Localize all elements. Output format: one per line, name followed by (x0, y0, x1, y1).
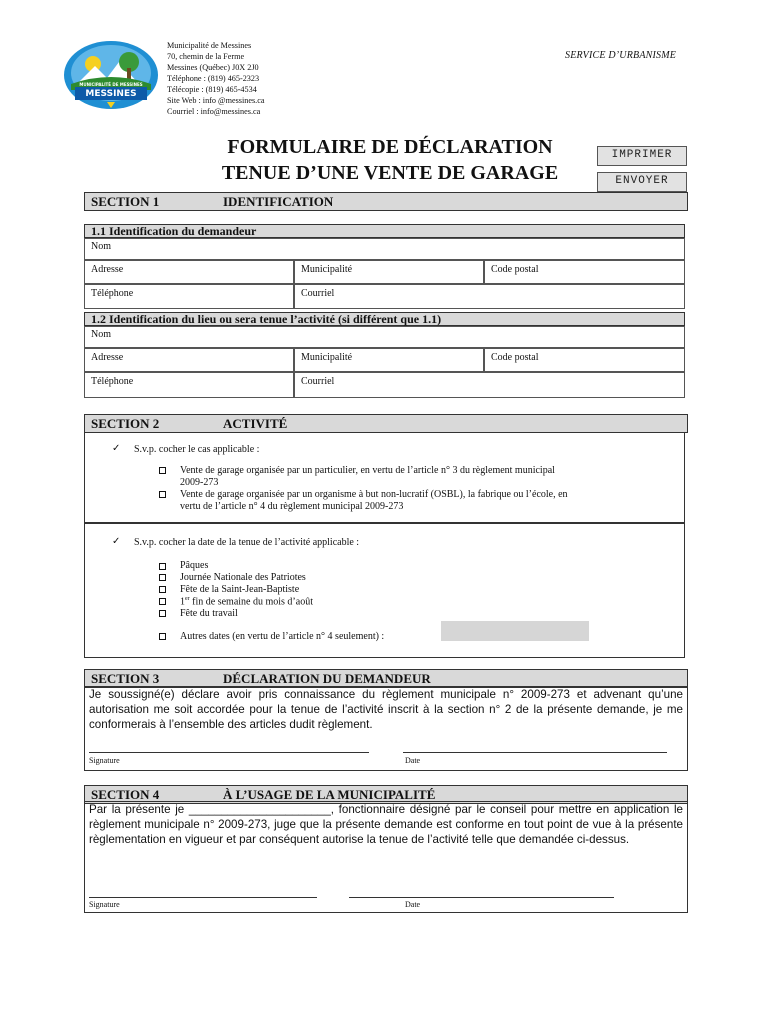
location-name-field[interactable] (84, 326, 685, 348)
date-august-ordinal-suffix: er (185, 596, 190, 602)
official-signature-label: Signature (89, 900, 120, 909)
field-label: Municipalité (301, 264, 353, 275)
contact-line: Téléphone : (819) 465-2323 (167, 74, 260, 83)
date-st-jean-checkbox[interactable] (159, 586, 166, 593)
date-august-label (180, 596, 313, 607)
requester-municipality-field[interactable] (294, 260, 484, 284)
other-dates-input[interactable] (441, 621, 589, 641)
date-labour-checkbox[interactable] (159, 610, 166, 617)
logo-text: MUNICIPALITÉ DE MESSINES (79, 82, 143, 87)
field-label: Nom (91, 241, 111, 252)
approval-text (89, 802, 683, 847)
official-date-line[interactable] (349, 897, 614, 898)
field-label: Courriel (301, 288, 335, 299)
municipality-contact (167, 40, 264, 117)
section1-header (84, 192, 688, 211)
check-mark-icon: ✓ (112, 443, 121, 454)
contact-line: Courriel : info@messines.ca (167, 107, 261, 116)
option-osbl-text-cont: vertu de l’article n° 4 du règlement municipal 2009-273 (180, 501, 404, 512)
contact-line: Site Web : info @messines.ca (167, 96, 265, 105)
subsection-1-2-header: 1.2 Identification du lieu ou sera tenue l’activité (si différent que 1.1) (84, 312, 685, 326)
date-prompt: S.v.p. cocher la date de la tenue de l’activité applicable : (134, 537, 360, 548)
date-labour-label: Fête du travail (180, 608, 238, 619)
official-name-blank[interactable]: ______________________ (188, 803, 331, 816)
official-signature-line[interactable] (89, 897, 317, 898)
date-august-checkbox[interactable] (159, 598, 166, 605)
option-private-label (180, 465, 555, 489)
requester-phone-field[interactable] (84, 284, 294, 309)
date-st-jean-label: Fête de la Saint-Jean-Baptiste (180, 584, 300, 595)
field-label: Courriel (301, 376, 335, 387)
field-label: Nom (91, 329, 111, 340)
option-private-text-cont: 2009-273 (180, 477, 219, 488)
form-title-line1: FORMULAIRE DE DÉCLARATION (227, 136, 553, 158)
form-title (190, 134, 590, 186)
requester-email-field[interactable] (294, 284, 685, 309)
print-button[interactable]: IMPRIMER (597, 146, 687, 166)
field-label: Code postal (491, 264, 539, 275)
case-prompt: S.v.p. cocher le cas applicable : (134, 444, 260, 455)
option-osbl-text: Vente de garage organisée par un organisme à but non-lucratif (OSBL), la fabrique ou l’école, en (180, 489, 568, 500)
section4-number: SECTION 4 (91, 787, 160, 802)
field-label: Téléphone (91, 376, 134, 387)
option-osbl-label (180, 489, 568, 513)
field-label: Municipalité (301, 352, 353, 363)
section2-title: ACTIVITÉ (223, 416, 288, 431)
date-label: Date (405, 756, 421, 765)
requester-address-field[interactable] (84, 260, 294, 284)
requester-name-field[interactable] (84, 238, 685, 260)
contact-line: Municipalité de Messines (167, 41, 252, 50)
location-email-field[interactable] (294, 372, 685, 398)
field-label: Téléphone (91, 288, 134, 299)
section2-header (84, 414, 688, 433)
service-name: SERVICE D’URBANISME (565, 50, 677, 61)
contact-line: Télécopie : (819) 465-4534 (167, 85, 257, 94)
section1-title: IDENTIFICATION (223, 194, 334, 209)
date-paques-label: Pâques (180, 560, 209, 571)
contact-line: 70, chemin de la Ferme (167, 52, 245, 61)
option-private-text: Vente de garage organisée par un particulier, en vertu de l’article n° 3 du règlement municipal (180, 465, 555, 476)
section4-title: À L’USAGE DE LA MUNICIPALITÉ (223, 787, 436, 802)
approval-text-prefix: Par la présente je (89, 803, 185, 816)
contact-line: Messines (Québec) J0X 2J0 (167, 63, 259, 72)
approval-text-body: , fonctionnaire désigné par le conseil pour mettre en application le règlement municipale n° 2009-273, juge que la présente demande est conforme en tout point de vue à la présente règlementation en vigueur et par conséquent autorise la tenue de l’activité telle que demandée ci-dessus. (89, 803, 684, 846)
section3-title: DÉCLARATION DU DEMANDEUR (223, 671, 431, 686)
location-postal-code-field[interactable] (484, 348, 685, 372)
field-label: Adresse (91, 264, 124, 275)
official-date-label: Date (405, 900, 421, 909)
municipality-logo (63, 40, 159, 110)
option-private-checkbox[interactable] (159, 467, 166, 474)
section3-number: SECTION 3 (91, 671, 160, 686)
logo-name: MESSINES (85, 89, 137, 99)
date-paques-checkbox[interactable] (159, 563, 166, 570)
date-august-text: fin de semaine du mois d’août (192, 596, 313, 608)
declaration-text: Je soussigné(e) déclare avoir pris connaissance du règlement municipale n° 2009-273 et advenant qu’une autorisation me soit accordée pour la tenue de l’activité inscrit à la section n° 2 de la présente demande, je me conformerais à l’ensemble des articles dudit règlement. (89, 688, 683, 731)
option-osbl-checkbox[interactable] (159, 491, 166, 498)
section2-number: SECTION 2 (91, 416, 160, 431)
section1-number: SECTION 1 (91, 194, 160, 209)
check-mark-icon: ✓ (112, 536, 121, 547)
date-patriotes-label: Journée Nationale des Patriotes (180, 572, 306, 583)
date-patriotes-checkbox[interactable] (159, 574, 166, 581)
location-phone-field[interactable] (84, 372, 294, 398)
subsection-1-1-header: 1.1 Identification du demandeur (84, 224, 685, 238)
location-municipality-field[interactable] (294, 348, 484, 372)
date-other-checkbox[interactable] (159, 633, 166, 640)
date-other-label: Autres dates (en vertu de l’article n° 4 seulement) : (180, 631, 385, 642)
location-address-field[interactable] (84, 348, 294, 372)
signature-label: Signature (89, 756, 120, 765)
date-line[interactable] (403, 752, 667, 753)
requester-postal-code-field[interactable] (484, 260, 685, 284)
signature-line[interactable] (89, 752, 369, 753)
date-august-ordinal: 1 (180, 596, 185, 608)
form-title-line2: TENUE D’UNE VENTE DE GARAGE (221, 162, 559, 184)
send-button[interactable]: ENVOYER (597, 172, 687, 192)
field-label: Adresse (91, 352, 124, 363)
field-label: Code postal (491, 352, 539, 363)
